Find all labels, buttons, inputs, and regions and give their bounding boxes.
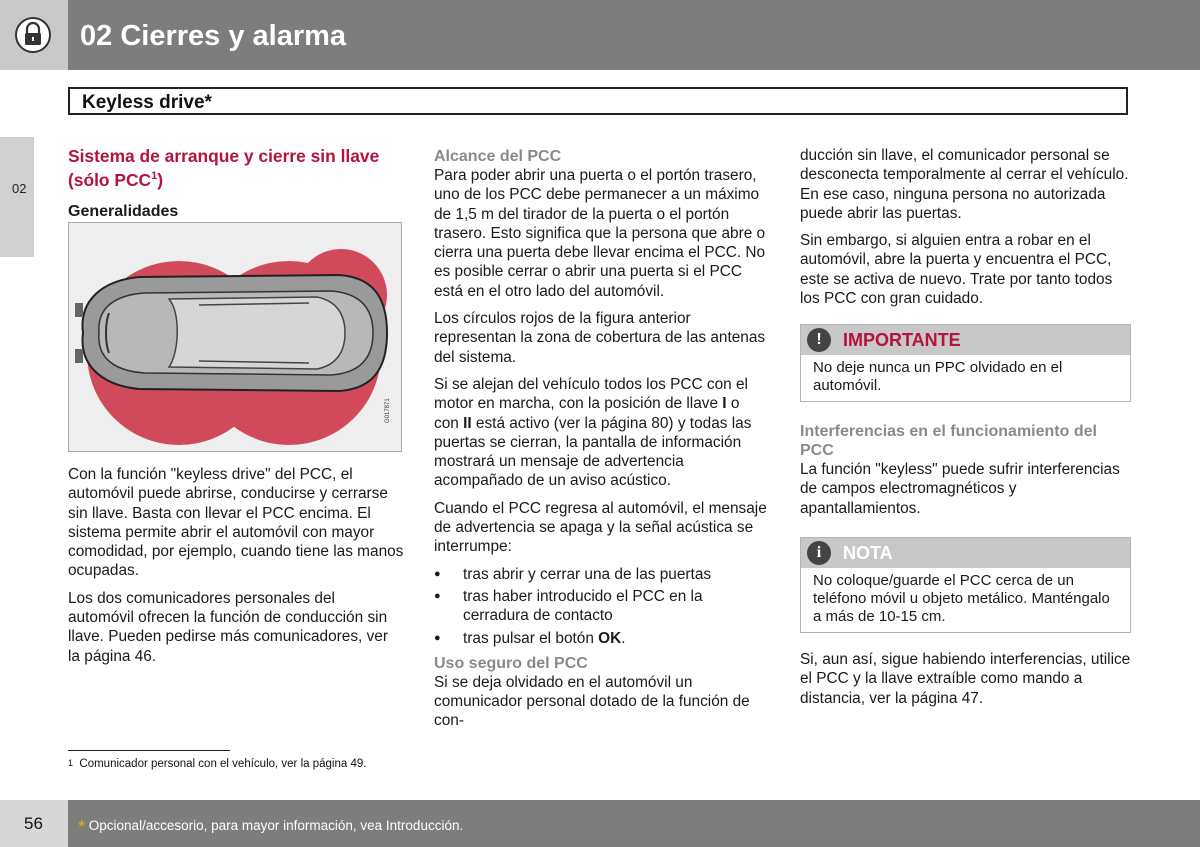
footnote-ref: 1	[151, 170, 158, 182]
important-notice	[800, 324, 1131, 402]
key-position-i: I	[722, 395, 727, 413]
list-item: ● tras haber introducido el PCC en la cerradura de contacto	[434, 587, 768, 626]
paragraph: ducción sin llave, el comunicador personal se desconecta temporalmente al cerrar el vehículo. En ese caso, ninguna persona no autorizada puede abrir las puertas.	[800, 147, 1129, 222]
column-1	[68, 146, 404, 221]
important-notice-header	[801, 325, 1130, 355]
paragraph: Los dos comunicadores personales del automóvil ofrecen la función de conducción sin llave. Pueden pedirse más comunicadores, ver la página 46.	[68, 589, 388, 665]
text-run: .	[621, 629, 626, 647]
footer-text: Opcional/accesorio, para mayor información, vea Introducción.	[88, 818, 464, 833]
ok-button-label: OK	[598, 629, 622, 647]
column-1-body	[68, 465, 404, 674]
article-heading	[68, 146, 404, 190]
list-item	[434, 629, 768, 648]
lock-icon	[14, 16, 52, 54]
nota-body: No coloque/guarde el PCC cerca de un teléfono móvil u objeto metálico. Manténgalo a más de 10-15 cm.	[813, 572, 1110, 625]
section-title: Keyless drive*	[82, 92, 212, 113]
article-heading-line1: Sistema de arranque y cierre sin llave	[68, 146, 380, 166]
important-body: No deje nunca un PPC olvidado en el automóvil.	[813, 359, 1063, 394]
bullet-list	[434, 565, 768, 648]
heading-alcance: Alcance del PCC	[434, 148, 562, 165]
nota-notice	[800, 537, 1131, 633]
header-icon-band	[0, 0, 68, 70]
info-icon: i	[807, 541, 831, 565]
article-heading-line2: (sólo PCC	[68, 169, 152, 190]
paragraph: La función "keyless" puede sufrir interferencias de campos electromagnéticos y apantallamientos.	[800, 461, 1120, 517]
footnote-text: Comunicador personal con el vehículo, ver la página 49.	[79, 758, 367, 770]
text-run: está activo (ver la página 80) y todas las puertas se cierran, la pantalla de información mostrará un mensaje de advertencia acompañado de un aviso acústico.	[434, 414, 752, 490]
column-2	[434, 147, 768, 739]
paragraph: Si se deja olvidado en el automóvil un comunicador personal dotado de la función de con-	[434, 673, 750, 730]
footer-note	[78, 817, 463, 838]
nota-header	[801, 538, 1130, 568]
subheading-generalidades: Generalidades	[68, 202, 179, 220]
section-header-box	[68, 87, 1128, 115]
warning-icon: !	[807, 328, 831, 352]
chapter-side-tab-label: 02	[12, 181, 27, 196]
paragraph: Cuando el PCC regresa al automóvil, el mensaje de advertencia se apaga y la señal acústica se interrumpe:	[434, 499, 767, 556]
important-title: IMPORTANTE	[843, 330, 961, 350]
page-number: 56	[24, 814, 43, 833]
paragraph: Con la función "keyless drive" del PCC, el automóvil puede abrirse, conducirse y cerrarse sin llave. Basta con llevar el PCC encima. El sistema permite abrir el automóvil con mayor comodidad, por ejemplo, cuando tiene las manos ocupadas.	[68, 466, 404, 580]
nota-title: NOTA	[843, 543, 893, 563]
figure-code: G017871	[385, 398, 391, 423]
text-run: tras pulsar el botón	[463, 629, 599, 647]
paragraph: Sin embargo, si alguien entra a robar en el automóvil, abre la puerta y encuentra el PCC, este se activa de nuevo. Trate por tanto todos los PCC con gran cuidado.	[800, 232, 1113, 308]
chapter-title: 02 Cierres y alarma	[80, 20, 347, 52]
heading-interferencias: Interferencias en el funcionamiento del PCC	[800, 423, 1097, 459]
paragraph: Si, aun así, sigue habiendo interferencias, utilice el PCC y la llave extraíble como mando a distancia, ver la página 47.	[800, 651, 1131, 707]
paragraph	[434, 375, 768, 491]
footnote-rule	[68, 750, 230, 751]
car-illustration	[69, 223, 402, 452]
footnote-number: 1	[68, 758, 74, 768]
list-item: ● tras abrir y cerrar una de las puertas	[434, 565, 768, 584]
paragraph: Para poder abrir una puerta o el portón trasero, uno de los PCC debe permanecer a un máximo de 1,5 m del tirador de la puerta o el portón trasero. Esto significa que la persona que abre o cierra una puerta debe llevar encima el PCC. No es posible cerrar o abrir una puerta si el PCC está en el otro lado del automóvil.	[434, 167, 766, 300]
key-position-ii: II	[463, 414, 472, 432]
text-run: Si se alejan del vehículo todos los PCC con el motor en marcha, con la posición de llave	[434, 375, 748, 413]
column-3	[800, 146, 1134, 316]
column-3-middle	[800, 422, 1134, 526]
car-coverage-figure	[68, 222, 402, 452]
footnote	[68, 758, 366, 770]
chapter-side-tab	[0, 137, 34, 257]
car-top-view	[75, 275, 387, 391]
article-heading-end: )	[157, 169, 164, 190]
paragraph: Los círculos rojos de la figura anterior representan la zona de cobertura de las antenas del sistema.	[434, 310, 766, 366]
footer-star: *	[78, 817, 86, 837]
heading-uso-seguro: Uso seguro del PCC	[434, 654, 588, 672]
column-3-bottom	[800, 650, 1134, 716]
text-run: o con	[434, 395, 740, 432]
